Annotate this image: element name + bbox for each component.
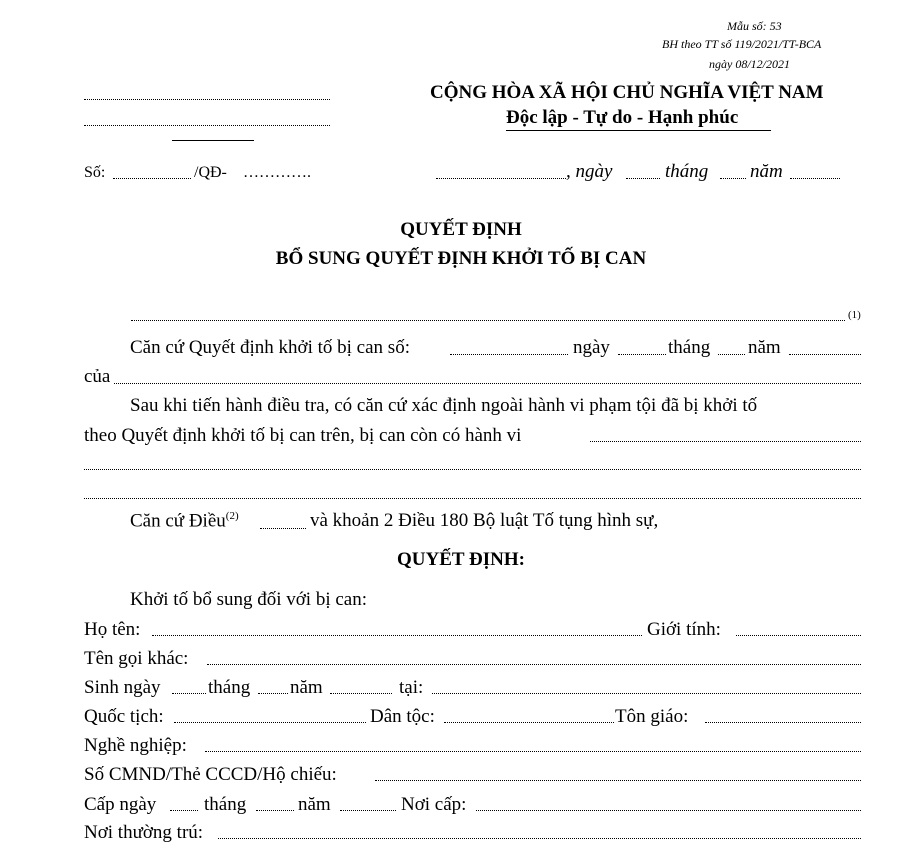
ton-giao-label: Tôn giáo: [615, 706, 689, 727]
sinh-ngay-label: Sinh ngày [84, 677, 161, 698]
cua-field[interactable] [114, 383, 861, 384]
dieu-field[interactable] [260, 528, 306, 529]
ho-ten-field[interactable] [152, 635, 642, 636]
sinh-nam-label: năm [290, 677, 323, 698]
hanh-vi-line-2[interactable] [84, 469, 861, 470]
can-cu-dieu-label [130, 510, 239, 532]
nghe-nghiep-label: Nghề nghiệp: [84, 735, 187, 756]
cap-nam-label: năm [298, 794, 331, 815]
document-subtitle: BỔ SUNG QUYẾT ĐỊNH KHỞI TỐ BỊ CAN [275, 248, 647, 269]
noi-thuong-tru-field[interactable] [218, 838, 861, 839]
thang-field[interactable] [720, 178, 746, 179]
country-name: CỘNG HÒA XÃ HỘI CHỦ NGHĨA VIỆT NAM [430, 82, 824, 103]
sinh-nam-field[interactable] [330, 693, 392, 694]
qd-dots[interactable]: …………. [243, 164, 311, 181]
hanh-vi-field[interactable] [590, 441, 861, 442]
sinh-thang-field[interactable] [258, 693, 288, 694]
cmnd-label: Số CMND/Thẻ CCCD/Hộ chiếu: [84, 764, 337, 785]
agency-underline [172, 140, 254, 141]
form-issued-by: BH theo TT số 119/2021/TT-BCA [662, 37, 822, 51]
ten-goi-khac-label: Tên gọi khác: [84, 648, 189, 669]
qd-number-field[interactable] [450, 354, 568, 355]
qd-label: /QĐ- [194, 164, 227, 181]
so-label: Số: [84, 164, 106, 181]
noi-cap-field[interactable] [476, 810, 861, 811]
decision-intro: Khởi tố bổ sung đối với bị can: [130, 589, 367, 610]
cap-thang-label: tháng [204, 794, 247, 815]
qd-thang-field[interactable] [718, 354, 745, 355]
authority-field[interactable] [131, 320, 845, 321]
sinh-thang-label: tháng [208, 677, 251, 698]
note-ref-1: (1) [848, 309, 861, 321]
quoc-tich-field[interactable] [174, 722, 366, 723]
can-cu-dieu-text: Căn cứ Điều [130, 510, 226, 532]
place-field[interactable] [436, 178, 566, 179]
can-cu-qd-label: Căn cứ Quyết định khởi tố bị can số: [130, 337, 410, 358]
ngay-field[interactable] [626, 178, 660, 179]
tai-label: tại: [399, 677, 424, 698]
paragraph-sau-khi-line-2: theo Quyết định khởi tố bị can trên, bị can còn có hành vi [84, 425, 522, 446]
ton-giao-field[interactable] [705, 722, 861, 723]
sinh-ngay-field[interactable] [172, 693, 206, 694]
document-title: QUYẾT ĐỊNH [400, 219, 522, 240]
agency-line-2[interactable] [84, 125, 330, 126]
ten-goi-khac-field[interactable] [207, 664, 861, 665]
qd-nam-field[interactable] [789, 354, 861, 355]
cua-label: của [84, 366, 111, 387]
noi-sinh-field[interactable] [432, 693, 861, 694]
noi-thuong-tru-label: Nơi thường trú: [84, 822, 204, 843]
so-field[interactable] [113, 178, 191, 179]
qd-thang-label: tháng [668, 337, 711, 358]
dan-toc-label: Dân tộc: [370, 706, 435, 727]
motto-underline [506, 130, 771, 131]
ngay-label: , ngày [566, 161, 613, 182]
gioi-tinh-field[interactable] [736, 635, 861, 636]
ho-ten-label: Họ tên: [84, 619, 141, 640]
noi-cap-label: Nơi cấp: [401, 794, 467, 815]
cap-nam-field[interactable] [340, 810, 396, 811]
national-motto: Độc lập - Tự do - Hạnh phúc [506, 107, 739, 128]
qd-ngay-label: ngày [573, 337, 610, 358]
gioi-tinh-label: Giới tính: [647, 619, 721, 640]
qd-nam-label: năm [748, 337, 781, 358]
nam-label: năm [750, 161, 783, 182]
dan-toc-field[interactable] [444, 722, 614, 723]
nam-field[interactable] [790, 178, 840, 179]
agency-line-1[interactable] [84, 99, 330, 100]
cap-ngay-label: Cấp ngày [84, 794, 157, 815]
quoc-tich-label: Quốc tịch: [84, 706, 164, 727]
form-number: Mẫu số: 53 [727, 19, 782, 33]
paragraph-sau-khi-line-1: Sau khi tiến hành điều tra, có căn cứ xác định ngoài hành vi phạm tội đã bị khởi tố [130, 395, 758, 416]
cap-ngay-field[interactable] [170, 810, 198, 811]
note-ref-2: (2) [225, 510, 239, 522]
qd-ngay-field[interactable] [618, 354, 666, 355]
decision-heading: QUYẾT ĐỊNH: [397, 549, 525, 570]
nghe-nghiep-field[interactable] [205, 751, 861, 752]
thang-label: tháng [665, 161, 709, 182]
cap-thang-field[interactable] [256, 810, 294, 811]
cmnd-field[interactable] [375, 780, 861, 781]
hanh-vi-line-3[interactable] [84, 498, 861, 499]
can-cu-dieu-tail: và khoản 2 Điều 180 Bộ luật Tố tụng hình sự, [310, 510, 659, 531]
form-issued-date: ngày 08/12/2021 [709, 57, 790, 71]
